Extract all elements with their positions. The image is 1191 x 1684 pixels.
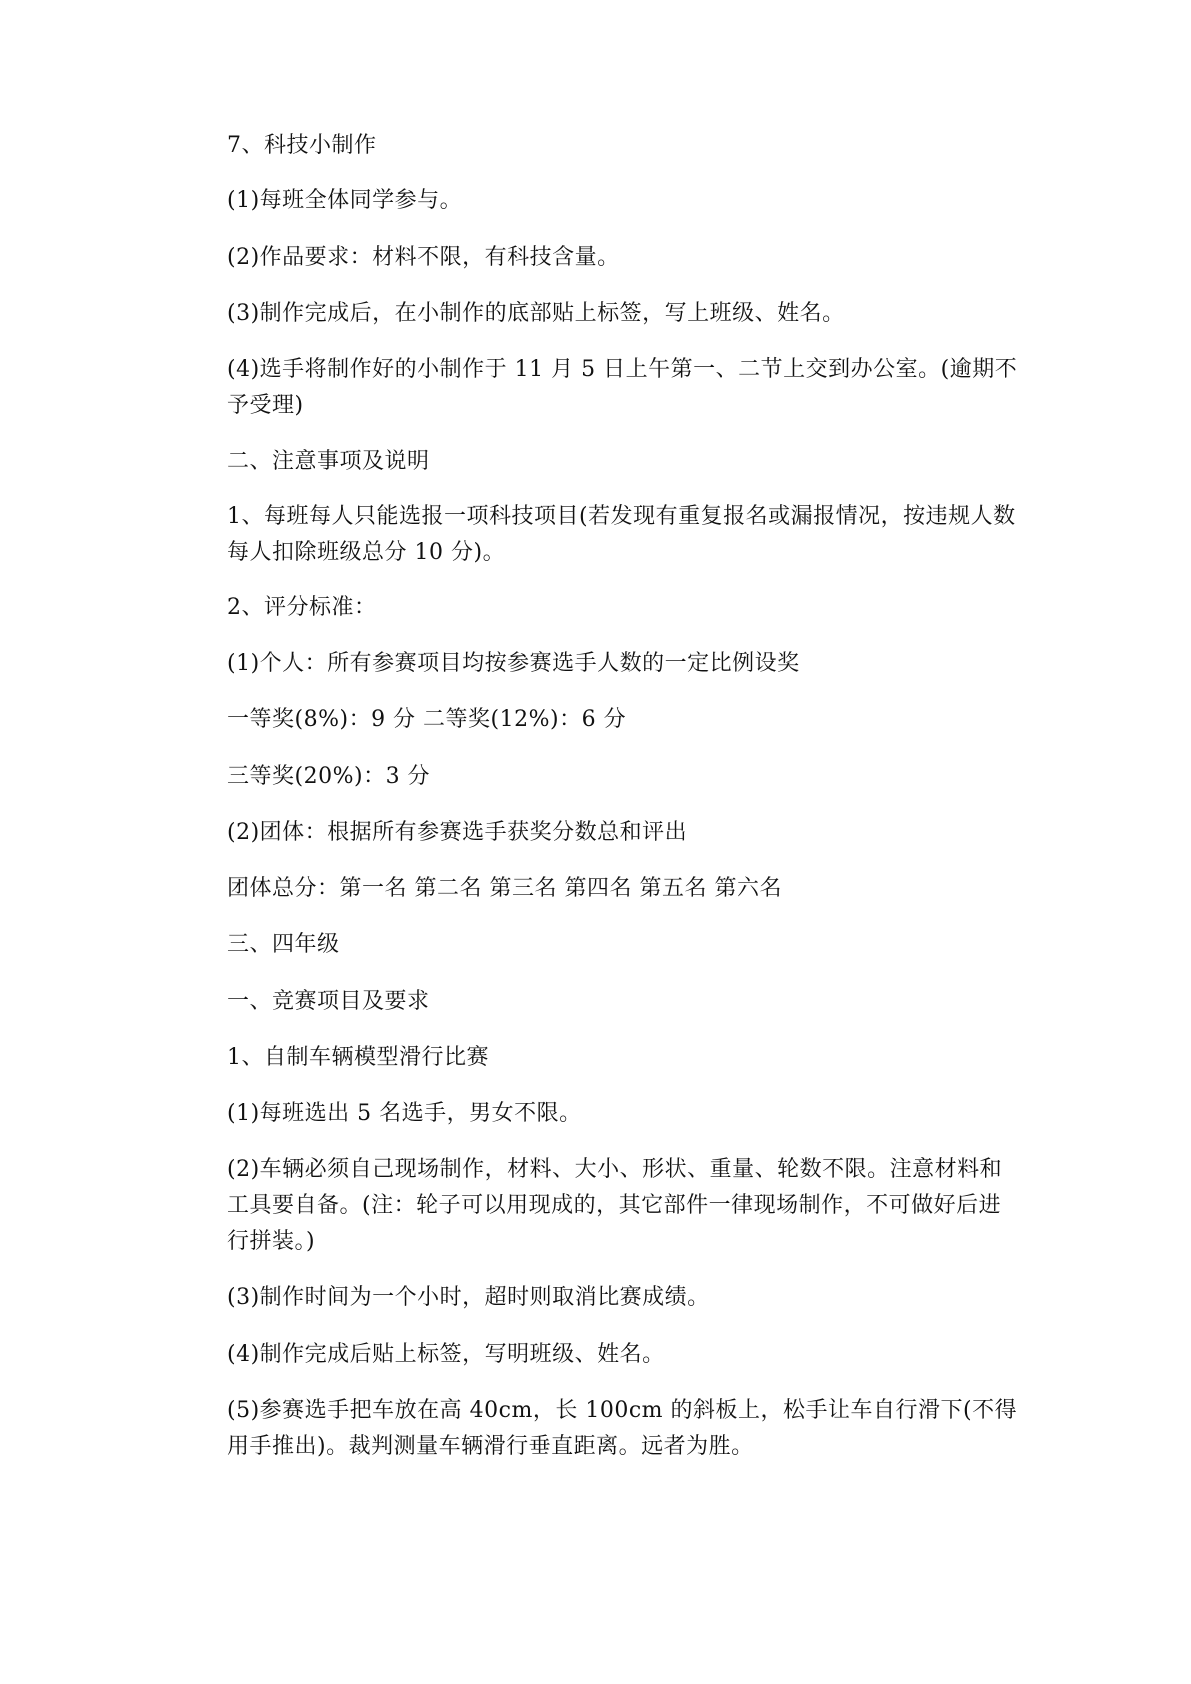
paragraph: 2、评分标准： [227, 595, 377, 620]
paragraph: 三等奖(20%)：3 分 [227, 764, 431, 789]
paragraph: (1)每班全体同学参与。 [227, 188, 463, 213]
section-heading: 7、科技小制作 [227, 133, 377, 158]
section-heading: 三、四年级 [227, 932, 340, 957]
paragraph: 一等奖(8%)：9 分 二等奖(12%)：6 分 [227, 707, 627, 732]
paragraph: (1)每班选出 5 名选手，男女不限。 [227, 1101, 582, 1126]
section-heading: 一、竞赛项目及要求 [227, 989, 430, 1014]
section-heading: 二、注意事项及说明 [227, 449, 430, 474]
paragraph: 1、自制车辆模型滑行比赛 [227, 1045, 489, 1070]
paragraph: (3)制作完成后，在小制作的底部贴上标签，写上班级、姓名。 [227, 301, 845, 326]
paragraph: 团体总分：第一名 第二名 第三名 第四名 第五名 第六名 [227, 876, 782, 901]
paragraph: (2)作品要求：材料不限，有科技含量。 [227, 245, 620, 270]
paragraph: (2)车辆必须自己现场制作，材料、大小、形状、重量、轮数不限。注意材料和工具要自备。(注：轮子可以用现成的，其它部件一律现场制作，不可做好后进行拼装。) [227, 1157, 1003, 1254]
paragraph: 1、每班每人只能选报一项科技项目(若发现有重复报名或漏报情况，按违规人数每人扣除班级总分 10 分)。 [227, 504, 1016, 565]
paragraph: (4)制作完成后贴上标签，写明班级、姓名。 [227, 1342, 665, 1367]
paragraph: (3)制作时间为一个小时，超时则取消比赛成绩。 [227, 1285, 710, 1310]
paragraph: (2)团体：根据所有参赛选手获奖分数总和评出 [227, 820, 688, 845]
paragraph: (1)个人：所有参赛项目均按参赛选手人数的一定比例设奖 [227, 651, 800, 676]
paragraph: (4)选手将制作好的小制作于 11 月 5 日上午第一、二节上交到办公室。(逾期不予受理) [227, 357, 1018, 418]
paragraph: (5)参赛选手把车放在高 40cm，长 100cm 的斜板上，松手让车自行滑下(不得用手推出)。裁判测量车辆滑行垂直距离。远者为胜。 [227, 1398, 1018, 1459]
